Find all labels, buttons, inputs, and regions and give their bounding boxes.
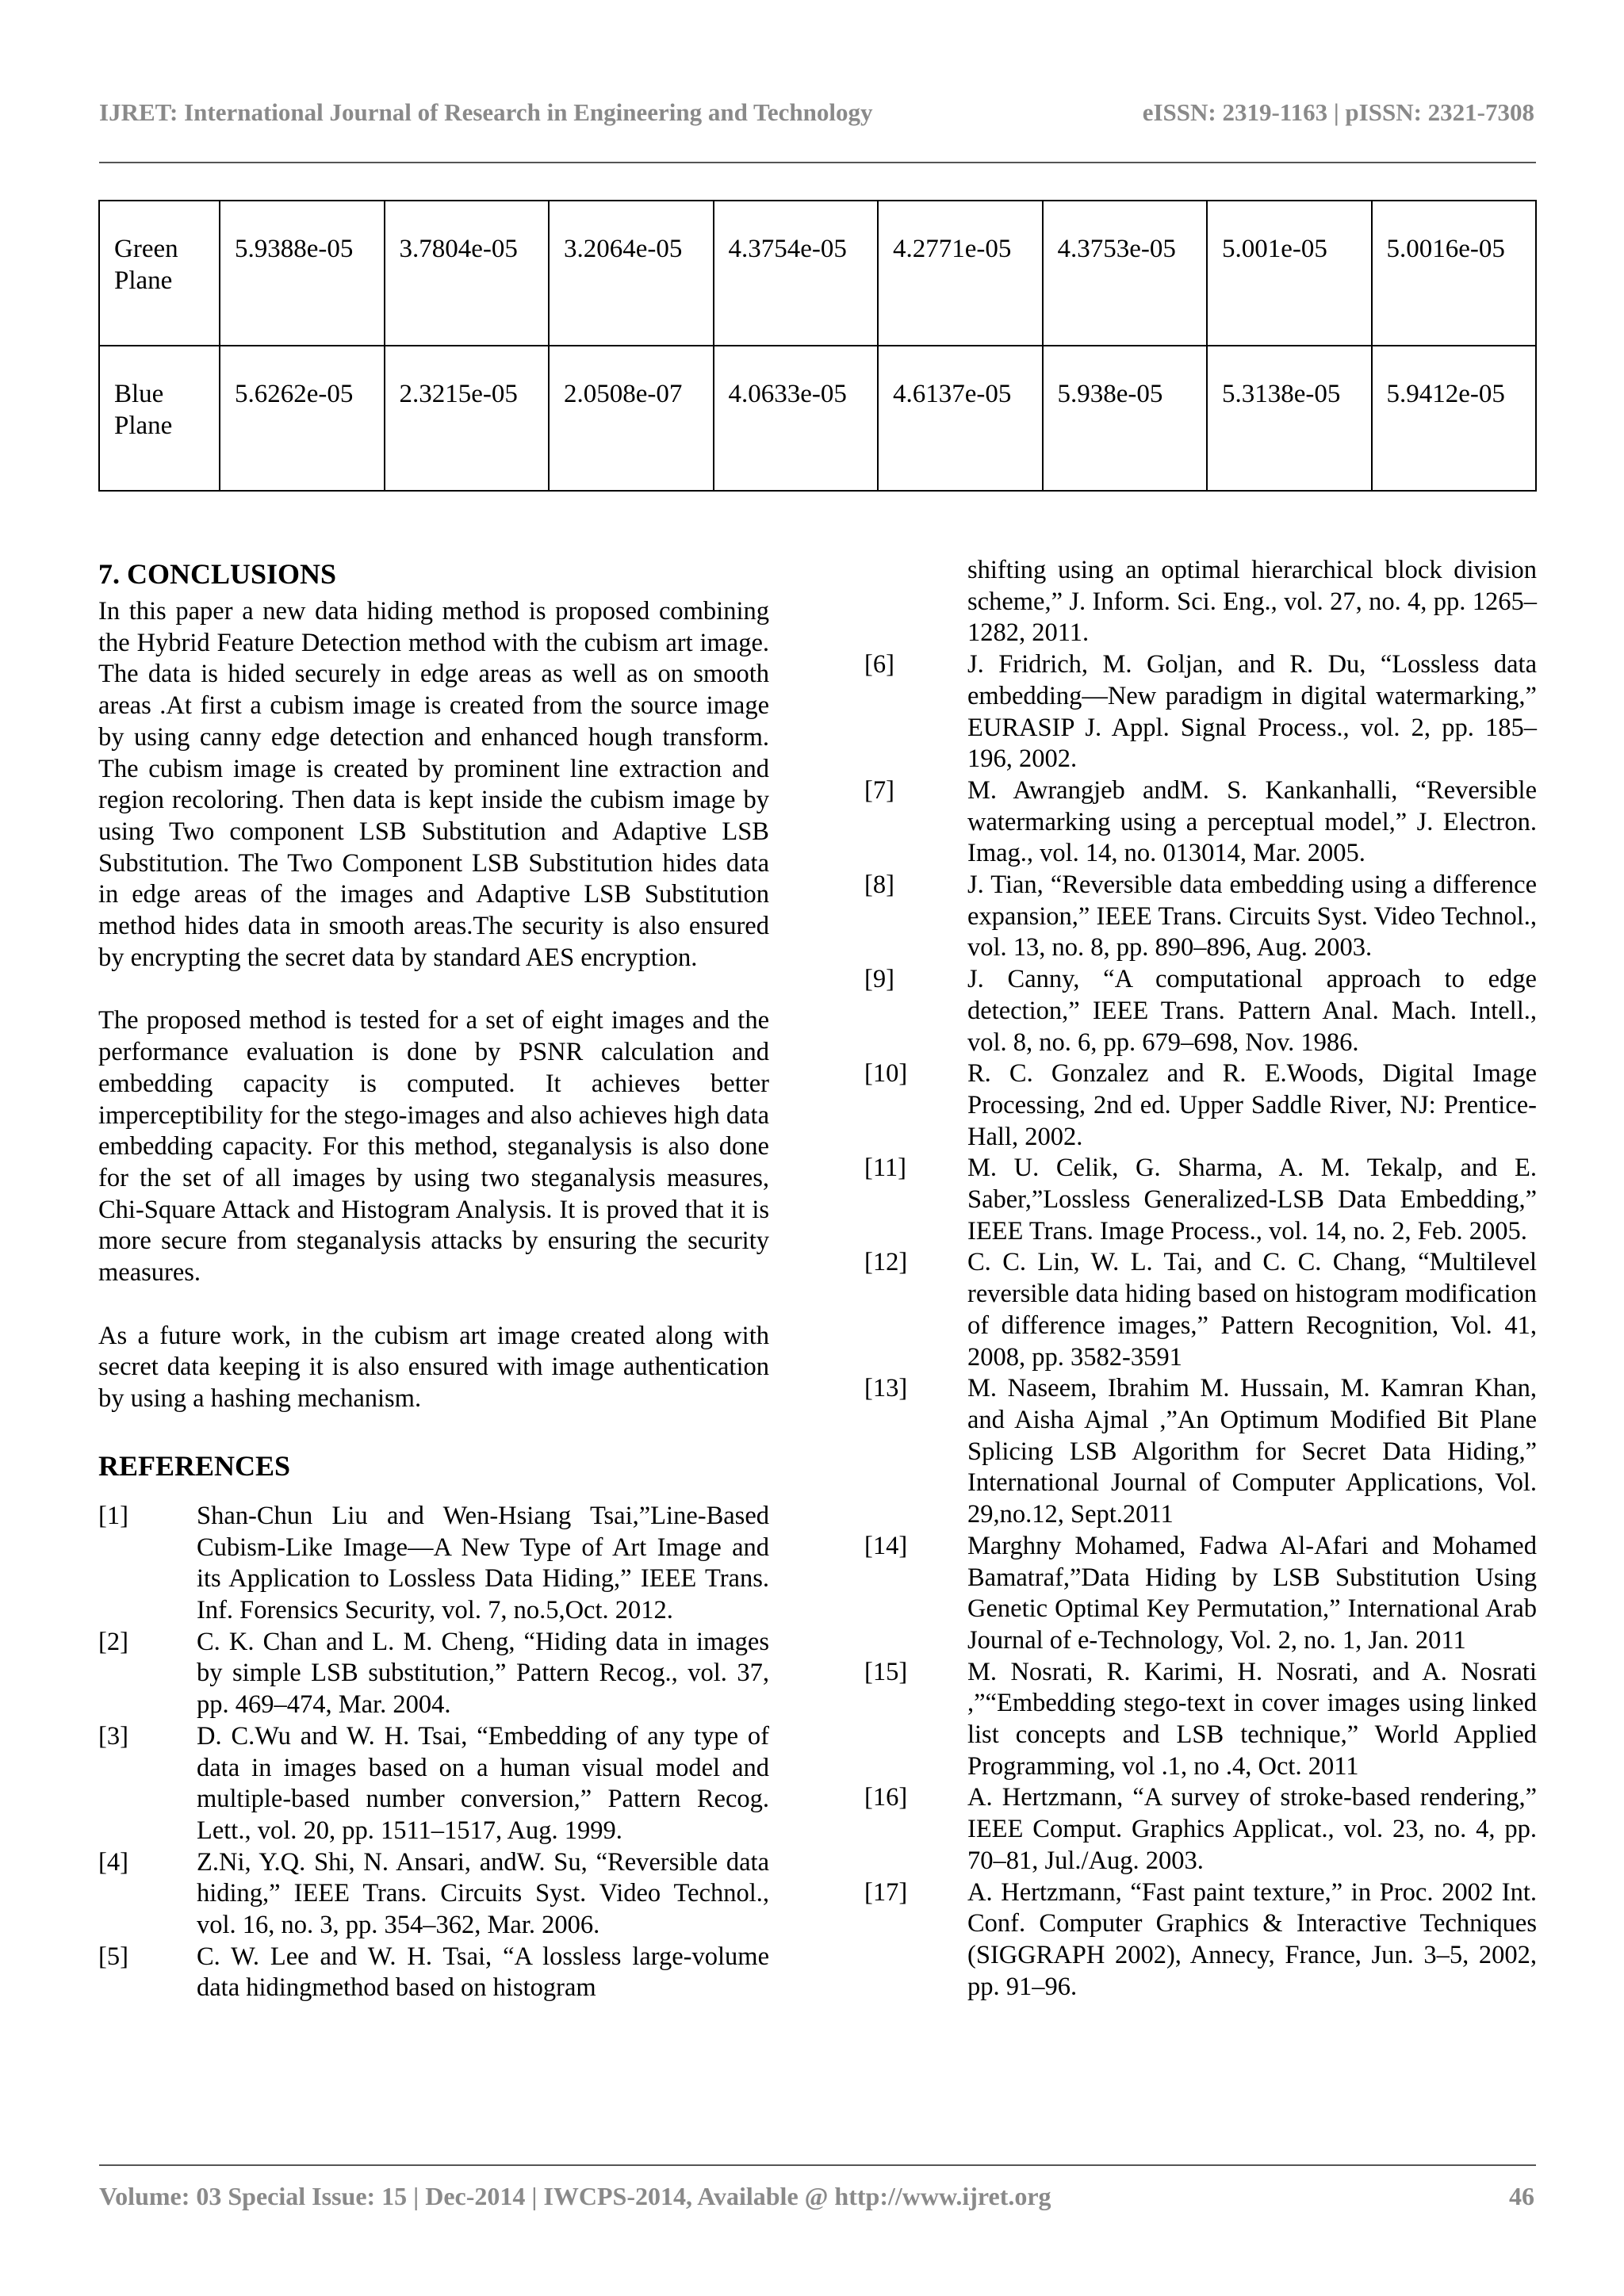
reference-list <box>98 1501 769 2004</box>
row-label: Green Plane <box>99 201 220 346</box>
conclusion-paragraph: As a future work, in the cubism art image created along with secret data keeping it is also ensured with image authentication by using a hashing mechanism. <box>98 1321 769 1414</box>
table-cell: 5.0016e-05 <box>1372 201 1537 346</box>
reference-item <box>864 1782 1537 1877</box>
reference-text: J. Canny, “A computational approach to edge detection,” IEEE Trans. Pattern Anal. Mach. Intell., vol. 8, no. 6, pp. 679–698, Nov. 1986. <box>967 965 1537 1057</box>
reference-number: [16] <box>864 1783 908 1812</box>
page-number: 46 <box>1509 2182 1534 2210</box>
reference-number: [5] <box>98 1942 128 1971</box>
table-cell: 5.3138e-05 <box>1207 346 1372 491</box>
reference-item <box>864 870 1537 964</box>
reference-item <box>864 1657 1537 1783</box>
reference-item <box>98 1942 769 2004</box>
reference-item <box>864 1247 1537 1373</box>
table-cell: 4.0633e-05 <box>714 346 879 491</box>
reference-number: [10] <box>864 1059 908 1089</box>
table-cell: 3.7804e-05 <box>385 201 550 346</box>
reference-number: [3] <box>98 1721 128 1751</box>
reference-number: [1] <box>98 1501 128 1530</box>
table-cell: 5.9388e-05 <box>220 201 385 346</box>
row-label: Blue Plane <box>99 346 220 491</box>
reference-text: J. Tian, “Reversible data embedding using a difference expansion,” IEEE Trans. Circuits Syst. Video Technol., vol. 13, no. 8, pp. 890–896, Aug. 2003. <box>967 871 1537 962</box>
reference-number: [2] <box>98 1627 128 1656</box>
table-cell: 4.3754e-05 <box>714 201 879 346</box>
reference-item <box>864 1373 1537 1531</box>
reference-text: C. K. Chan and L. M. Cheng, “Hiding data in images by simple LSB substitution,” Pattern Recog., vol. 37, pp. 469–474, Mar. 2004. <box>197 1627 769 1720</box>
reference-number: [13] <box>864 1374 908 1403</box>
reference-item <box>864 1058 1537 1153</box>
reference-text: D. C.Wu and W. H. Tsai, “Embedding of any type of data in images based on a human visual model and multiple-based number conversion,” Pattern Recog. Lett., vol. 20, pp. 1511–1517, Aug. 1999. <box>197 1721 769 1845</box>
reference-text: C. C. Lin, W. L. Tai, and C. C. Chang, “Multilevel reversible data hiding based on histogram modification of difference images,” Pattern Recognition, Vol. 41, 2008, pp. 3582-3591 <box>967 1248 1537 1372</box>
reference-text: A. Hertzmann, “Fast paint texture,” in Proc. 2002 Int. Conf. Computer Graphics & Interactive Techniques (SIGGRAPH 2002), Annecy, France, Jun. 3–5, 2002, pp. 91–96. <box>967 1877 1537 2001</box>
table-cell: 4.3753e-05 <box>1043 201 1208 346</box>
reference-text: M. Naseem, Ibrahim M. Hussain, M. Kamran Khan, and Aisha Ajmal ,”An Optimum Modified Bit Plane Splicing LSB Algorithm for Secret Data Hiding,” International Journal of Computer Applications, Vol. 29,no.12, Sept.2011 <box>967 1374 1537 1529</box>
reference-text: M. Nosrati, R. Karimi, H. Nosrati, and A. Nosrati ,”“Embedding stego-text in cover images using linked list concepts and LSB technique,” World Applied Programming, vol .1, no .4, Oct. 2011 <box>967 1657 1537 1781</box>
reference-text: J. Fridrich, M. Goljan, and R. Du, “Lossless data embedding—New paradigm in digital watermarking,” EURASIP J. Appl. Signal Process., vol. 2, pp. 185–196, 2002. <box>967 650 1537 774</box>
conclusions-heading: 7. CONCLUSIONS <box>98 558 337 590</box>
page-footer <box>99 2182 1534 2211</box>
reference-item <box>864 1877 1537 2003</box>
reference-item <box>864 775 1537 870</box>
reference-number: [14] <box>864 1531 908 1560</box>
volume-info: Volume: 03 Special Issue: 15 | Dec-2014 | IWCPS-2014, Available @ http://www.ijret.org <box>99 2182 1051 2210</box>
reference-text: M. Awrangjeb andM. S. Kankanhalli, “Reversible watermarking using a perceptual model,” J. Electron. Imag., vol. 14, no. 013014, Mar. 2005. <box>967 775 1537 868</box>
reference-number: [11] <box>864 1154 906 1183</box>
table-cell: 4.6137e-05 <box>878 346 1043 491</box>
results-table <box>98 200 1537 492</box>
reference-item <box>864 964 1537 1058</box>
reference-item <box>98 1627 769 1721</box>
conclusion-paragraph: The proposed method is tested for a set of eight images and the performance evaluation is done by PSNR calculation and embedding capacity is computed. It achieves better imperceptibility for the stego-images and also achieves high data embedding capacity. For this method, steganalysis is also done for the set of all images by using two steganalysis measures, Chi-Square Attack and Histogram Analysis. It is proved that it is more secure from steganalysis attacks by ensuring the security measures. <box>98 1006 769 1288</box>
reference-text: R. C. Gonzalez and R. E.Woods, Digital Image Processing, 2nd ed. Upper Saddle River, NJ: Prentice-Hall, 2002. <box>967 1059 1537 1151</box>
reference-number: [7] <box>864 775 894 805</box>
reference-text: C. W. Lee and W. H. Tsai, “A lossless large-volume data hidingmethod based on histogram <box>197 1942 769 2003</box>
reference-text: Z.Ni, Y.Q. Shi, N. Ansari, andW. Su, “Reversible data hiding,” IEEE Trans. Circuits Syst. Video Technol., vol. 16, no. 3, pp. 354–362, Mar. 2006. <box>197 1847 769 1940</box>
reference-number: [6] <box>864 650 894 679</box>
reference-continuation: shifting using an optimal hierarchical block division scheme,” J. Inform. Sci. Eng., vol. 27, no. 4, pp. 1265–1282, 2011. <box>967 556 1537 648</box>
reference-text: Marghny Mohamed, Fadwa Al-Afari and Mohamed Bamatraf,”Data Hiding by LSB Substitution Using Genetic Optimal Key Permutation,” International Arab Journal of e-Technology, Vol. 2, no. 1, Jan. 2011 <box>967 1531 1537 1655</box>
journal-title: IJRET: International Journal of Research in Engineering and Technology <box>99 98 873 126</box>
reference-text: M. U. Celik, G. Sharma, A. M. Tekalp, and E. Saber,”Lossless Generalized-LSB Data Embedding,” IEEE Trans. Image Process., vol. 14, no. 2, Feb. 2005. <box>967 1154 1537 1246</box>
table-cell: 5.9412e-05 <box>1372 346 1537 491</box>
left-column <box>98 555 769 2004</box>
reference-item <box>864 1153 1537 1247</box>
table-cell: 2.3215e-05 <box>385 346 550 491</box>
reference-number: [4] <box>98 1847 128 1877</box>
conclusion-paragraph: In this paper a new data hiding method is proposed combining the Hybrid Feature Detection method with the cubism art image. The data is hided securely in edge areas as well as on smooth areas .At first a cubism image is created from the source image by using canny edge detection and enhanced hough transform. The cubism image is created by prominent line extraction and region recoloring. Then data is kept inside the cubism image by using Two component LSB Substitution and Adaptive LSB Substitution. The Two Component LSB Substitution hides data in edge areas of the images and Adaptive LSB Substitution method hides data in smooth areas.The security is also ensured by encrypting the secret data by standard AES encryption. <box>98 597 769 972</box>
reference-text: Shan-Chun Liu and Wen-Hsiang Tsai,”Line-Based Cubism-Like Image—A New Type of Art Image and its Application to Lossless Data Hiding,” IEEE Trans. Inf. Forensics Security, vol. 7, no.5,Oct. 2012. <box>197 1501 769 1624</box>
reference-number: [8] <box>864 871 894 900</box>
reference-number: [17] <box>864 1877 908 1907</box>
header-divider <box>99 162 1536 163</box>
reference-number: [9] <box>864 965 894 994</box>
table-row <box>99 201 1536 346</box>
reference-item <box>864 649 1537 775</box>
table-row <box>99 346 1536 491</box>
issn: eISSN: 2319-1163 | pISSN: 2321-7308 <box>1142 98 1534 126</box>
reference-text: A. Hertzmann, “A survey of stroke-based rendering,” IEEE Comput. Graphics Applicat., vol. 23, no. 4, pp. 70–81, Jul./Aug. 2003. <box>967 1783 1537 1875</box>
page-header <box>99 98 1534 127</box>
table-cell: 2.0508e-07 <box>549 346 714 491</box>
references-heading: REFERENCES <box>98 1449 291 1482</box>
table-cell: 5.6262e-05 <box>220 346 385 491</box>
table-cell: 4.2771e-05 <box>878 201 1043 346</box>
table-cell: 3.2064e-05 <box>549 201 714 346</box>
reference-item <box>864 1531 1537 1657</box>
table-cell: 5.938e-05 <box>1043 346 1208 491</box>
reference-number: [15] <box>864 1657 908 1686</box>
table-cell: 5.001e-05 <box>1207 201 1372 346</box>
reference-item <box>98 1721 769 1847</box>
reference-item <box>98 1501 769 1627</box>
reference-number: [12] <box>864 1248 908 1277</box>
footer-divider <box>99 2164 1536 2166</box>
right-column <box>864 555 1537 2003</box>
reference-item <box>98 1847 769 1942</box>
